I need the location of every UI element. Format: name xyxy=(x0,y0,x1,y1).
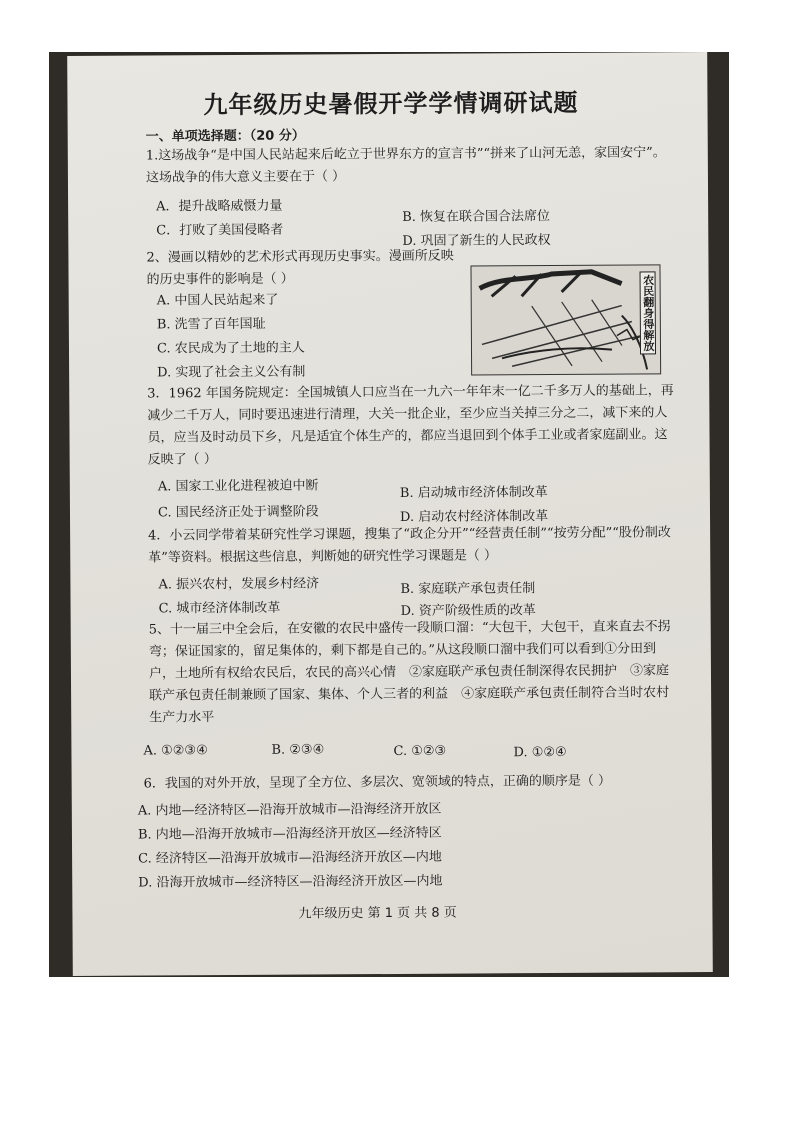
q2-option-b: B. 洗雪了百年国耻 xyxy=(156,316,266,333)
exam-paper xyxy=(67,52,713,976)
question-2-stem: 2、漫画以精妙的艺术形式再现历史事实。漫画所反映的历史事件的影响是（ ） xyxy=(146,248,454,288)
q4-option-a: A. 振兴农村，发展乡村经济 xyxy=(158,576,320,593)
question-4-stem: 4．小云同学带着某研究性学习课题，搜集了“政企分开”“经营责任制”“按劳分配”“股份制改革”等资料。根据这些信息，判断她的研究性学习课题是（ ） xyxy=(148,525,671,566)
q1-option-c: C．打败了美国侵略者 xyxy=(156,222,284,239)
question-3-stem: 3．1962 年国务院规定：全国城镇人口应当在一九六一年年末一亿二千多万人的基础上，再减少二千万人，同时要迅速进行清理，大关一批企业，至少应当关掉三分之二，减下来的人员，应当及时动员下乡，凡是适宜个体生产的，都应当退回到个体手工业或者家庭副业。这反映了（ ） xyxy=(147,383,674,468)
q3-option-b: B. 启动城市经济体制改革 xyxy=(399,485,548,501)
show-through-text xyxy=(588,110,636,127)
q6-option-b: B. 内地—沿海开放城市—沿海经济开放区—经济特区 xyxy=(137,825,442,843)
q2-option-a: A. 中国人民站起来了 xyxy=(156,292,279,309)
q5-option-d: D. ①②④ xyxy=(513,744,567,761)
q3-option-d: D. 启动农村经济体制改革 xyxy=(399,509,549,525)
q1-option-d: D. 巩固了新生的人民政权 xyxy=(402,233,551,249)
page-footer: 九年级历史 第 1 页 共 8 页 xyxy=(298,905,457,922)
question-1-stem: 1.这场战争“是中国人民站起来后屹立于世界东方的宣言书”“拼来了山河无恙，家国安宁”。这场战争的伟大意义主要在于（ ） xyxy=(145,145,666,186)
q4-option-c: C. 城市经济体制改革 xyxy=(158,600,281,617)
q4-option-b: B. 家庭联产承包责任制 xyxy=(400,581,536,597)
q2-option-d: D. 实现了社会主义公有制 xyxy=(157,364,306,381)
q5-option-c: C. ①②③ xyxy=(393,743,447,759)
question-5-stem: 5、十一届三中全会后，在安徽的农民中盛传一段顺口溜：“大包干，大包干，直来直去不拐弯；保证国家的，留足集体的，剩下都是自己的。”从这段顺口溜中我们可以看到①分田到户，土地所有权给农民后，农民的高兴心情 ②家庭联产承包责任制深得农民拥护 ③家庭联产承包责任制兼顾了国家、集体、个人三者的利益 ④家庭联产承包责任制符合当时农村生产力水平 xyxy=(148,619,671,726)
q2-option-c: C. 农民成为了土地的主人 xyxy=(156,340,305,357)
q6-option-a: A. 内地—经济特区—沿海开放城市—沿海经济开放区 xyxy=(137,801,442,819)
q3-option-c: C. 国民经济正处于调整阶段 xyxy=(157,504,319,521)
q3-option-a: A. 国家工业化进程被迫中断 xyxy=(157,478,319,495)
q6-option-c: C. 经济特区—沿海开放城市—沿海经济开放区—内地 xyxy=(138,849,442,867)
cartoon-side-label: 农民翻身得解放 xyxy=(640,271,657,354)
q5-option-b: B. ②③④ xyxy=(271,742,325,758)
exam-title: 九年级历史暑假开学学情调研试题 xyxy=(203,88,579,120)
q4-option-d: D. 资产阶级性质的改革 xyxy=(400,603,536,619)
q6-option-d: D. 沿海开放城市—经济特区—沿海经济开放区—内地 xyxy=(138,873,443,891)
cartoon-illustration xyxy=(470,264,661,375)
cartoon-drawing xyxy=(471,265,660,374)
question-6-stem: 6．我国的对外开放，呈现了全方位、多层次、宽领域的特点，正确的顺序是（ ） xyxy=(143,773,612,792)
q1-option-a: A．提升战略威慑力量 xyxy=(156,198,283,215)
q5-option-a: A. ①②③④ xyxy=(143,743,208,759)
section-heading: 一、单项选择题：（20 分） xyxy=(145,128,305,145)
q1-option-b: B. 恢复在联合国合法席位 xyxy=(402,209,551,225)
